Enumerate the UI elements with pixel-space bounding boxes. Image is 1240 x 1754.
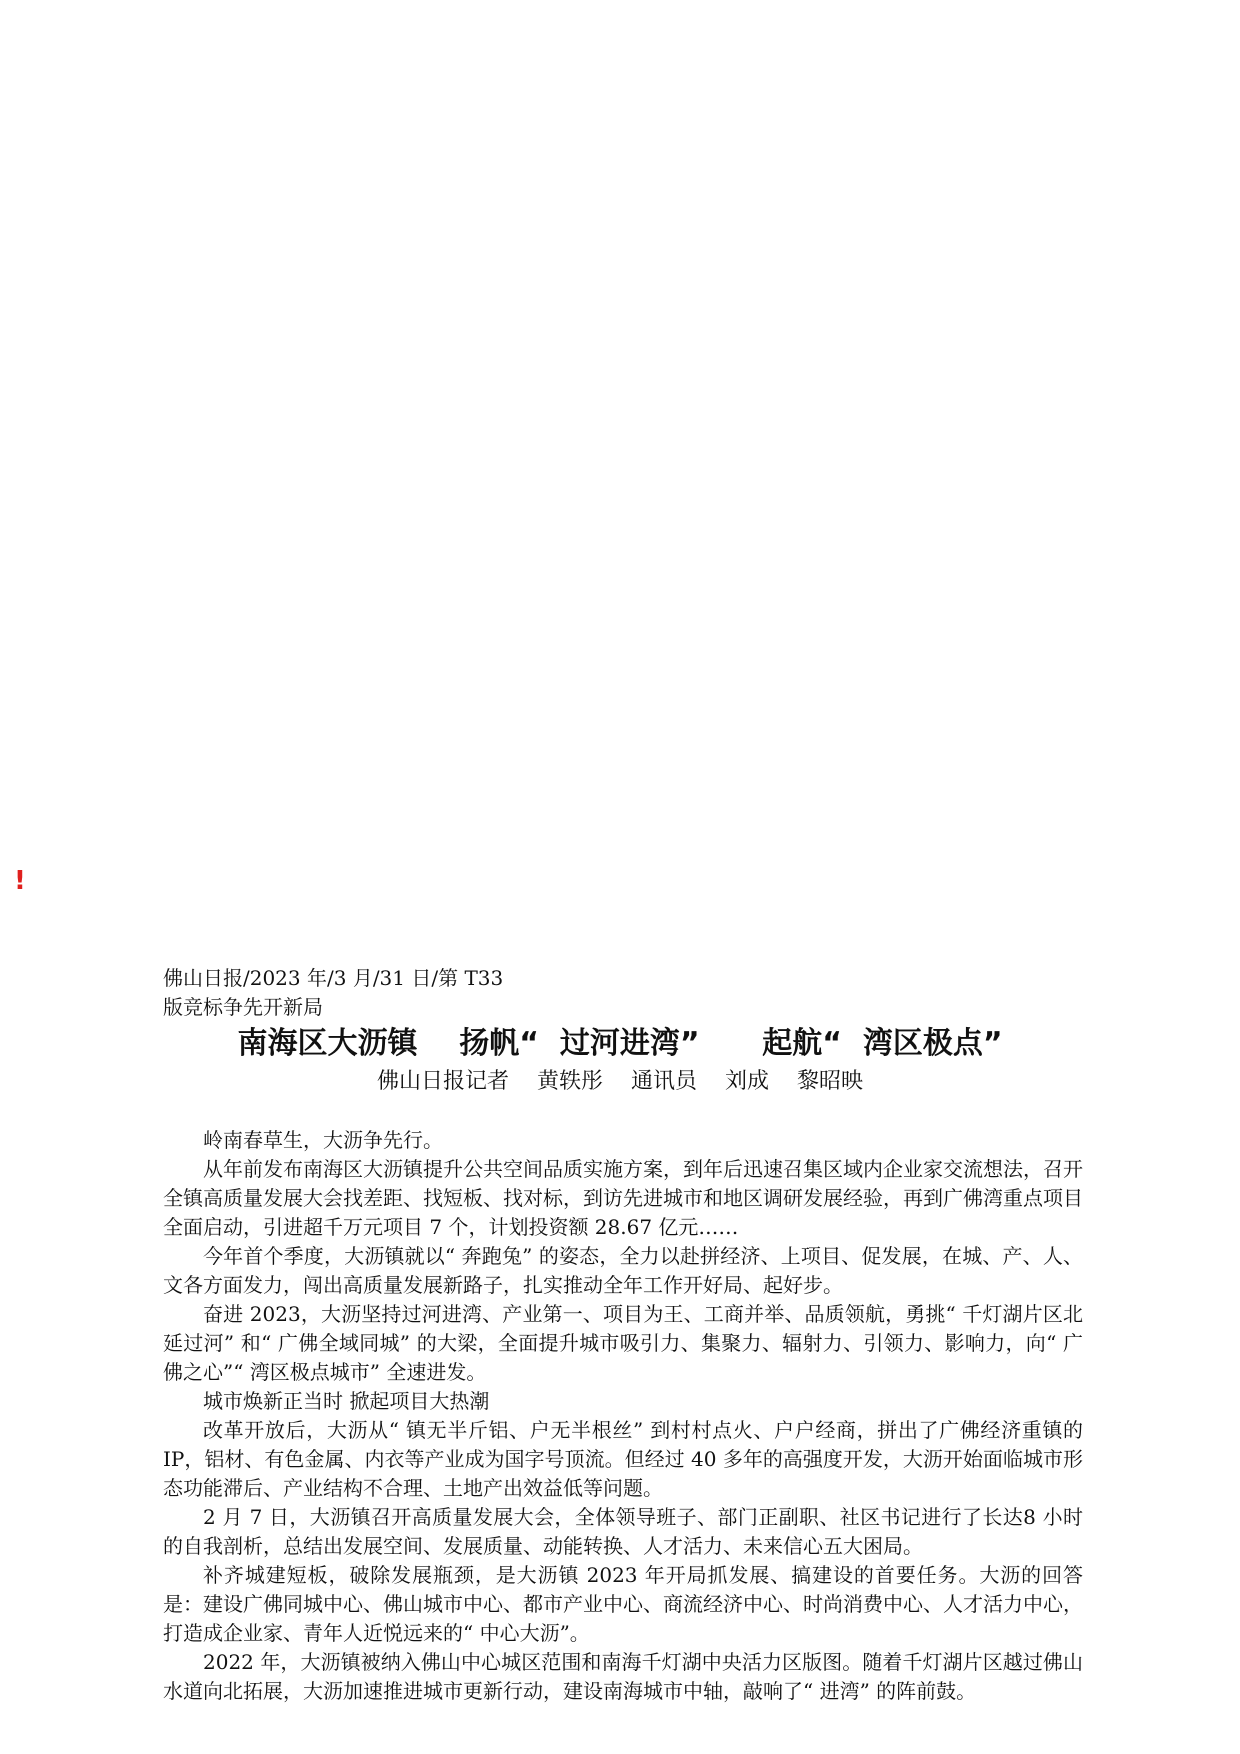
headline: 南海区大沥镇 扬帆“ 过河进湾” 起航“ 湾区极点” [237,1026,1003,1061]
paragraph: 补齐城建短板，破除发展瓶颈，是大沥镇 2023 年开局抓发展、搞建设的首要任务。大沥的回答是：建设广佛同城中心、佛山城市中心、都市产业中心、商流经济中心、时尚消费中心、人才活力中心，打造成企业家、青年人近悦远来的“ 中心大沥”。 [163,1563,1083,1645]
paragraph: 改革开放后，大沥从“ 镇无半斤铝、户无半根丝” 到村村点火、户户经商，拼出了广佛经济重镇的 IP，铝材、有色金属、内衣等产业成为国字号顶流。但经过 40 多年的高强度开发，大沥开始面临城市形态功能滞后、产业结构不合理、土地产出效益低等问题。 [163,1418,1083,1500]
source-line [163,964,1113,1022]
source-line-1: 佛山日报/2023 年/3 月/31 日/第 T33 [163,966,504,990]
paragraph: 奋进 2023，大沥坚持过河进湾、产业第一、项目为王、工商并举、品质领航，勇挑“ 千灯湖片区北延过河” 和“ 广佛全域同城” 的大梁，全面提升城市吸引力、集聚力、辐射力、引领力、影响力，向“ 广佛之心”“ 湾区极点城市” 全速进发。 [163,1302,1083,1384]
paragraph: 今年首个季度，大沥镇就以“ 奔跑兔” 的姿态，全力以赴拼经济、上项目、促发展，在城、产、人、文各方面发力，闯出高质量发展新路子，扎实推动全年工作开好局、起好步。 [163,1244,1083,1297]
source-line-2: 版竞标争先开新局 [163,995,323,1019]
section-heading: 城市焕新正当时 掀起项目大热潮 [203,1389,490,1413]
paragraph: 岭南春草生，大沥争先行。 [203,1128,443,1152]
exclamation-mark: ! [14,866,26,896]
paragraph: 2 月 7 日，大沥镇召开高质量发展大会，全体领导班子、部门正副职、社区书记进行了长达8 小时的自我剖析，总结出发展空间、发展质量、动能转换、人才活力、未来信心五大困局。 [163,1505,1083,1558]
byline: 佛山日报记者 黄轶彤 通讯员 刘成 黎昭映 [377,1069,863,1094]
paragraph: 2022 年，大沥镇被纳入佛山中心城区范围和南海千灯湖中央活力区版图。随着千灯湖片区越过佛山水道向北拓展，大沥加速推进城市更新行动，建设南海城市中轴，敲响了“ 进湾” 的阵前鼓。 [163,1650,1083,1703]
paragraph: 从年前发布南海区大沥镇提升公共空间品质实施方案，到年后迅速召集区域内企业家交流想法，召开全镇高质量发展大会找差距、找短板、找对标，到访先进城市和地区调研发展经验，再到广佛湾重点项目全面启动，引进超千万元项目 7 个，计划投资额 28.67 亿元…… [163,1157,1083,1239]
article-body [163,1126,1083,1706]
